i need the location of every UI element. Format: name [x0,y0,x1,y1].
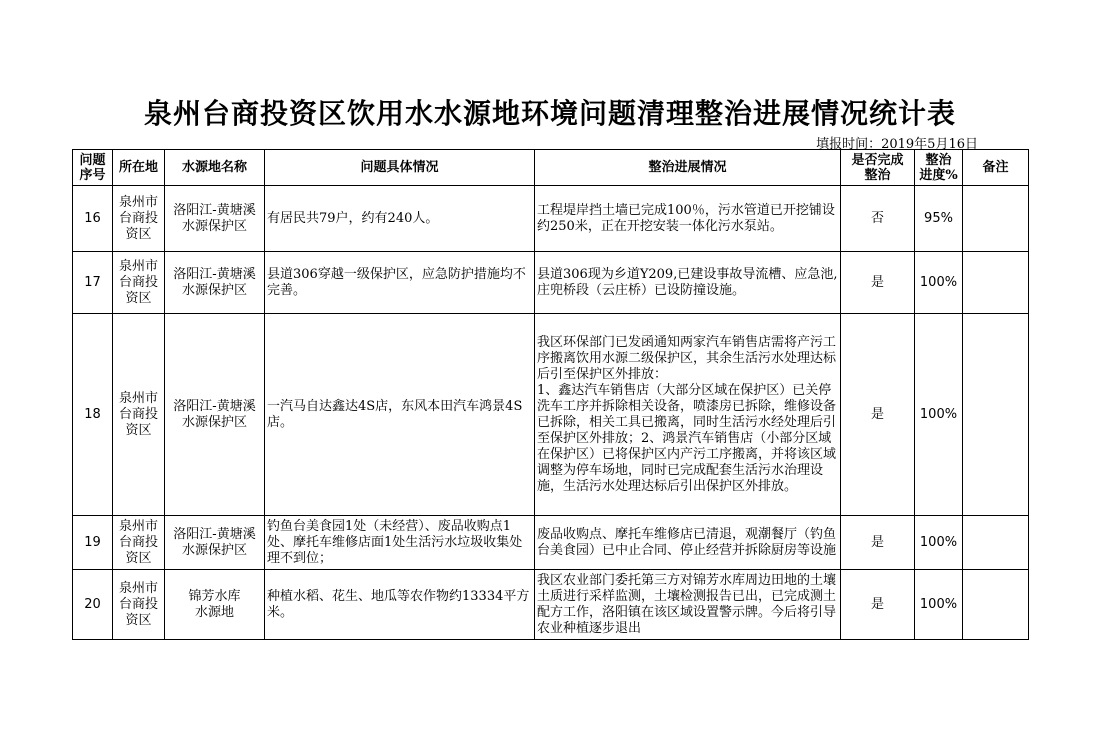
row-problem: 一汽马自达鑫达4S店，东风本田汽车鸿景4S店。 [265,314,535,516]
row-location: 泉州市 台商投 资区 [113,314,165,516]
table-row [73,570,1029,640]
row-source: 洛阳江-黄塘溪 水源保护区 [165,186,265,252]
progress-table [72,149,1029,640]
table-row [73,314,1029,516]
header-location: 所在地 [113,150,165,186]
row-problem: 种植水稻、花生、地瓜等农作物约13334平方米。 [265,570,535,640]
row-remark [963,570,1029,640]
row-source: 洛阳江-黄塘溪 水源保护区 [165,516,265,570]
row-percent: 100% [915,252,963,314]
header-percent: 整治 进度% [915,150,963,186]
row-done: 否 [841,186,915,252]
header-progress: 整治进展情况 [535,150,841,186]
table-row [73,252,1029,314]
header-source: 水源地名称 [165,150,265,186]
row-progress: 我区农业部门委托第三方对锦芳水库周边田地的土壤土质进行采样监测，土壤检测报告已出，已完成测土配方工作，洛阳镇在该区域设置警示牌。今后将引导农业种植逐步退出 [535,570,841,640]
row-problem: 有居民共79户，约有240人。 [265,186,535,252]
row-percent: 95% [915,186,963,252]
table-row [73,186,1029,252]
row-location: 泉州市 台商投 资区 [113,252,165,314]
row-percent: 100% [915,516,963,570]
row-problem: 县道306穿越一级保护区，应急防护措施均不完善。 [265,252,535,314]
row-done: 是 [841,516,915,570]
row-location: 泉州市 台商投 资区 [113,516,165,570]
row-no: 19 [73,516,113,570]
report-date: 填报时间：2019年5月16日 [816,137,978,152]
row-percent: 100% [915,570,963,640]
row-done: 是 [841,252,915,314]
row-remark [963,516,1029,570]
page-title: 泉州台商投资区饮用水水源地环境问题清理整治进展情况统计表 [143,97,956,130]
row-progress: 废品收购点、摩托车维修店已清退，观潮餐厅（钓鱼台美食园）已中止合同、停止经营并拆除厨房等设施 [535,516,841,570]
row-source: 洛阳江-黄塘溪 水源保护区 [165,314,265,516]
row-location: 泉州市 台商投 资区 [113,570,165,640]
row-no: 20 [73,570,113,640]
row-no: 17 [73,252,113,314]
row-source: 洛阳江-黄塘溪 水源保护区 [165,252,265,314]
row-problem: 钓鱼台美食园1处（未经营）、废品收购点1处、摩托车维修店面1处生活污水垃圾收集处理不到位； [265,516,535,570]
row-no: 18 [73,314,113,516]
header-no: 问题 序号 [73,150,113,186]
row-progress: 工程堤岸挡土墙已完成100％，污水管道已开挖铺设约250米，正在开挖安装一体化污水泵站。 [535,186,841,252]
row-remark [963,252,1029,314]
row-progress: 我区环保部门已发函通知两家汽车销售店需将产污工序搬离饮用水源二级保护区，其余生活污水处理达标后引至保护区外排放： 1、鑫达汽车销售店（大部分区域在保护区）已关停洗车工序并拆除相关设备，喷漆房已拆除，维修设备已拆除，相关工具已搬离，同时生活污水经处理后引至保护区外排放；2、鸿景汽车销售店（小部分区域在保护区）已将保护区内产污工序搬离，并将该区域调整为停车场地，同时已完成配套生活污水治理设施，生活污水处理达标后引出保护区外排放。 [535,314,841,516]
header-row [73,150,1029,186]
row-remark [963,186,1029,252]
header-done: 是否完成 整治 [841,150,915,186]
table-row [73,516,1029,570]
row-percent: 100% [915,314,963,516]
row-done: 是 [841,570,915,640]
header-problem: 问题具体情况 [265,150,535,186]
row-progress: 县道306现为乡道Y209,已建设事故导流槽、应急池,庄兜桥段（云庄桥）已设防撞设施。 [535,252,841,314]
row-remark [963,314,1029,516]
row-no: 16 [73,186,113,252]
row-source: 锦芳水库 水源地 [165,570,265,640]
row-location: 泉州市 台商投 资区 [113,186,165,252]
header-remark: 备注 [963,150,1029,186]
row-done: 是 [841,314,915,516]
